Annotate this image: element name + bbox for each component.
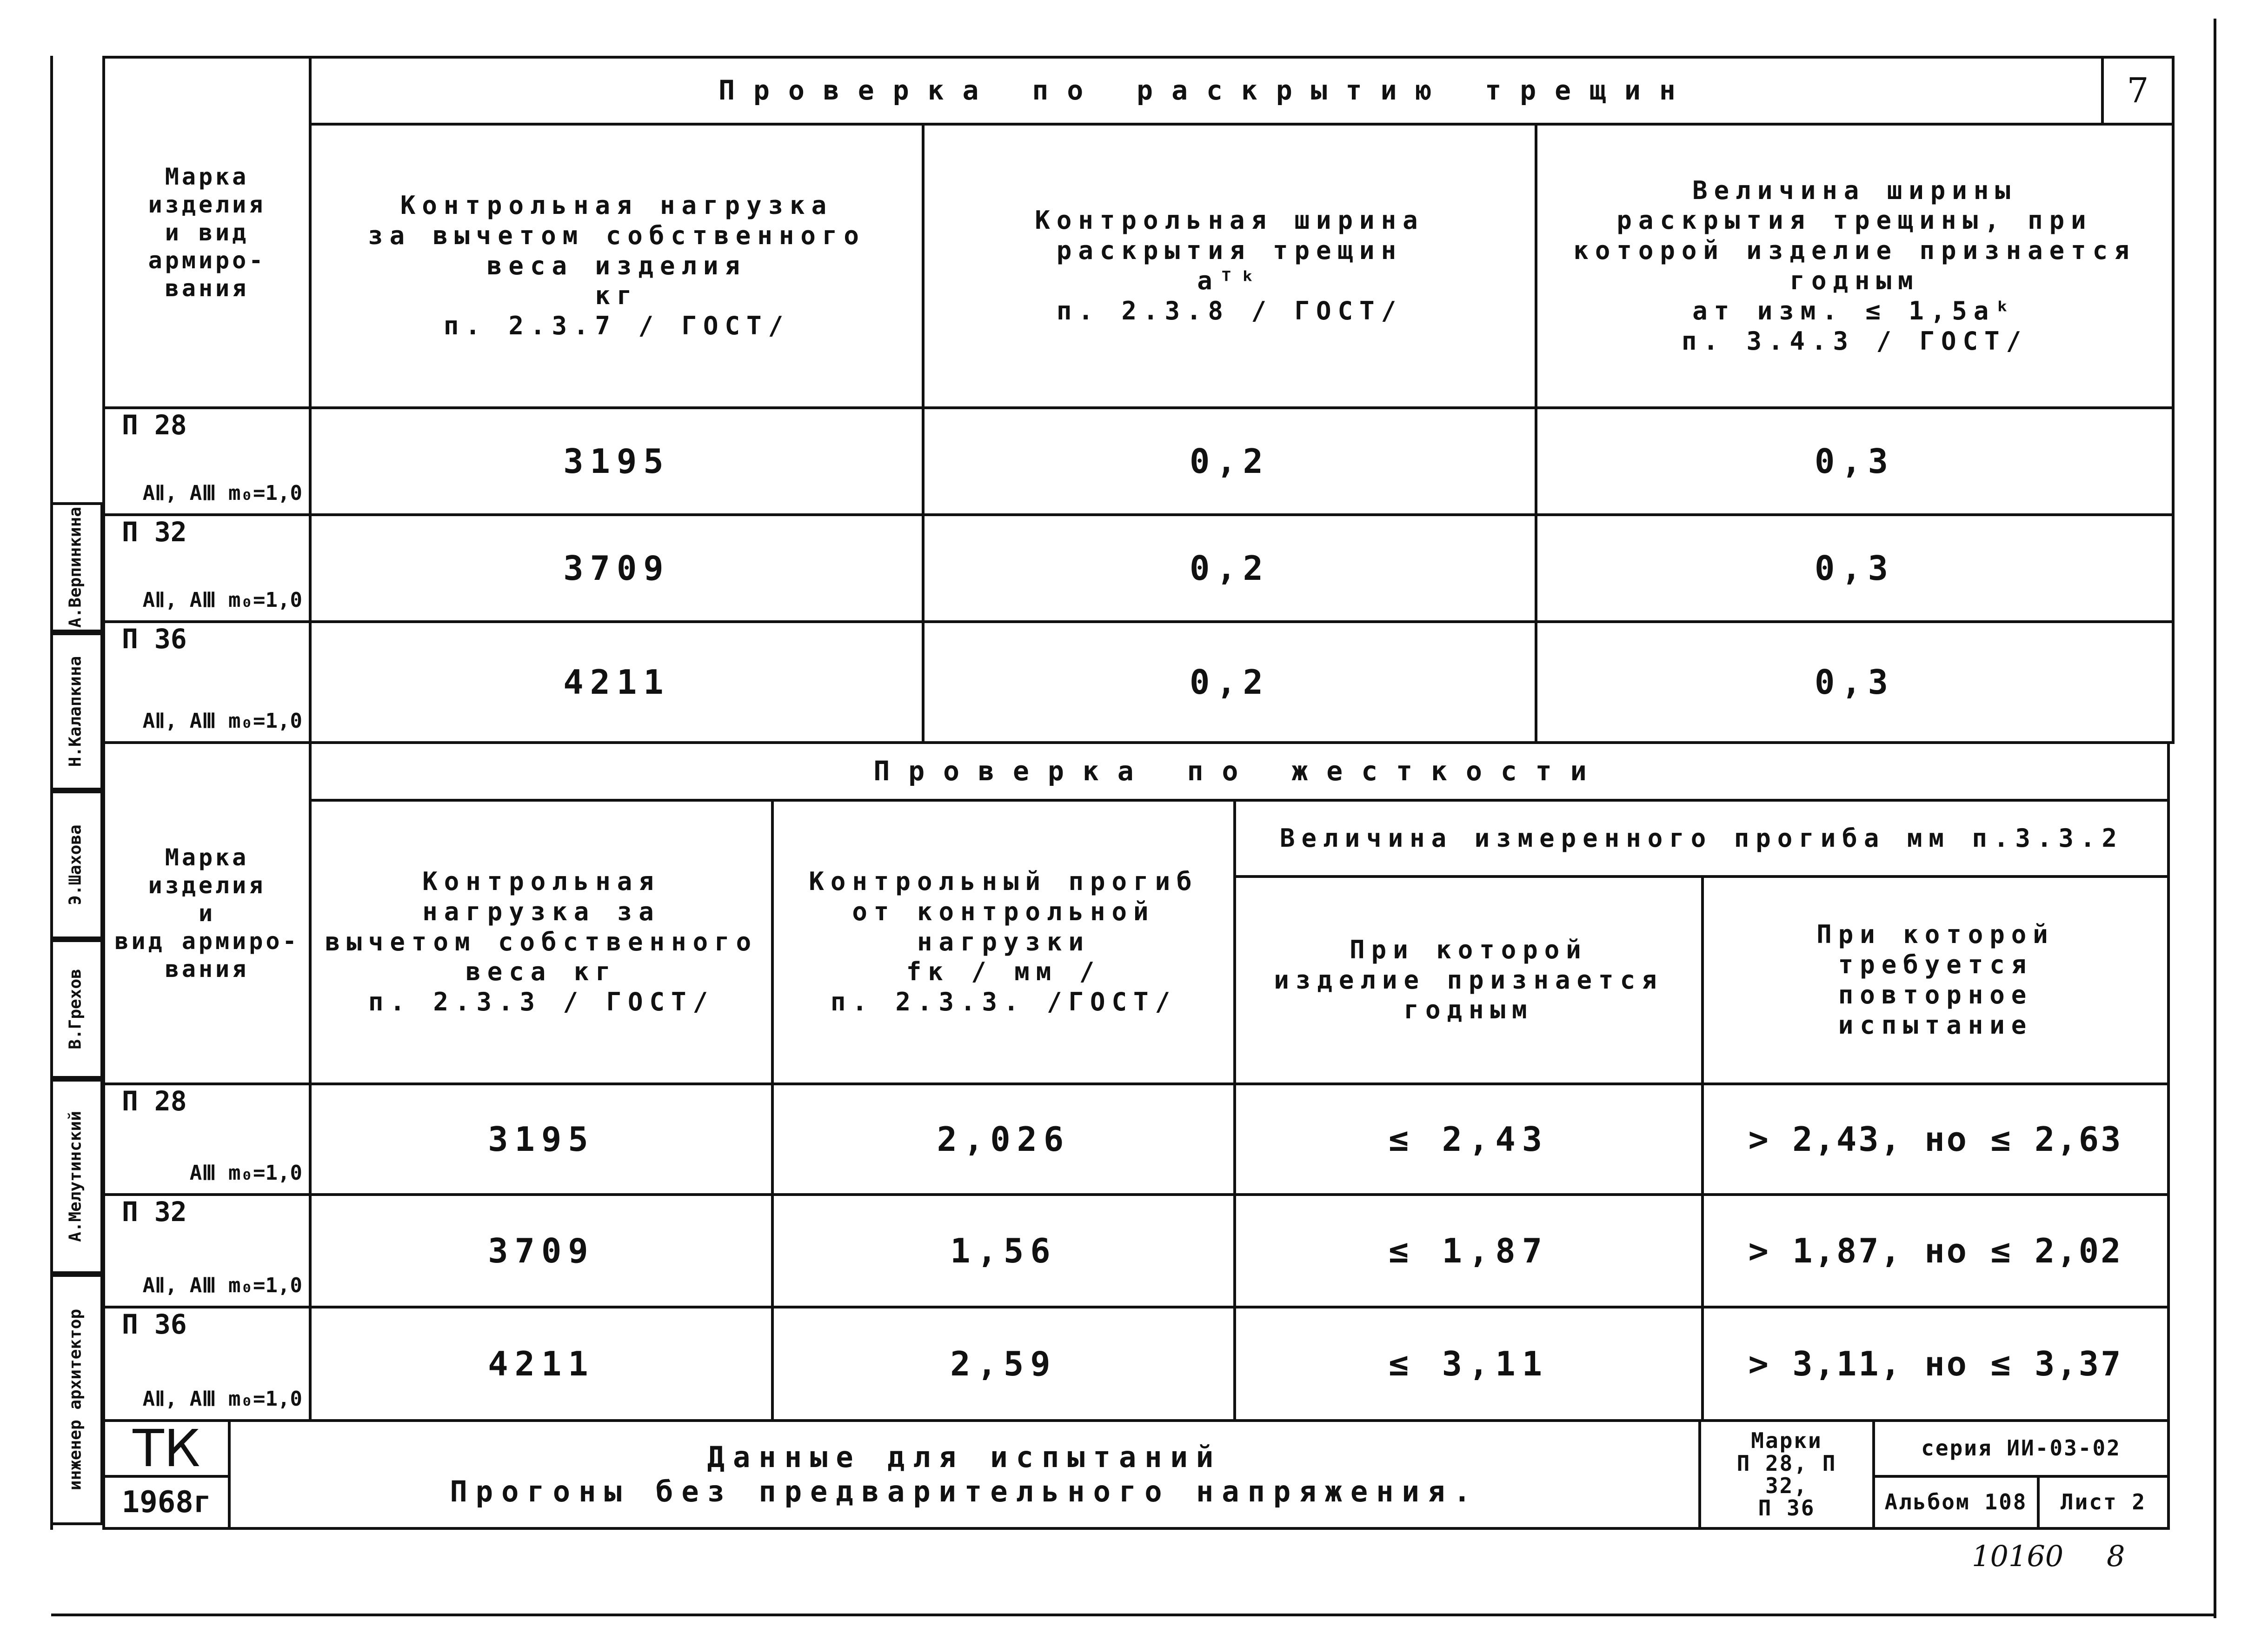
crack-section-title: Проверка по раскрытию трещин (309, 56, 2104, 126)
stiffness-row-deflection: 2,59 (771, 1306, 1236, 1422)
mark-label: П 32 (122, 1196, 187, 1228)
title-line-1: Данные для испытаний (707, 1440, 1222, 1474)
reinforcement-label: АⅢ m₀=1,0 (189, 1161, 302, 1185)
stiffness-row-load: 3709 (309, 1193, 774, 1308)
stiffness-row-mark (102, 1083, 312, 1196)
title-line-2: Прогоны без предварительного напряжения. (450, 1474, 1479, 1508)
sheet-box: Лист 2 (2037, 1475, 2170, 1530)
stamp-name: Н.Калапкина (66, 656, 85, 767)
stamp-name: А.Верпинкина (66, 506, 85, 628)
stamp-strip-6 (50, 1274, 103, 1525)
stiffness-col-measured: Величина измеренного прогиба мм п.3.3.2 (1233, 799, 2170, 878)
crack-col-accept: Величина ширины раскрытия трещины, при которой изделие признается годным aт изм. ≤ 1,5aᵏ п. 3.4.3 / ГОСТ/ (1535, 123, 2175, 409)
mark-label: П 32 (122, 516, 187, 548)
stiffness-row-accept: ≤ 2,43 (1233, 1083, 1704, 1196)
page-number: 8 (2107, 1539, 2125, 1573)
stiffness-row-deflection: 2,026 (771, 1083, 1236, 1196)
stamp-name: В.Грехов (66, 969, 85, 1049)
stiffness-col-deflection: Контрольный прогиб от контрольной нагрузки fк / мм / п. 2.3.3. /ГОСТ/ (771, 799, 1236, 1085)
document-title (228, 1419, 1701, 1530)
sheet-number-box: 7 (2101, 56, 2175, 126)
crack-row-width: 0,2 (922, 406, 1537, 516)
stiffness-col-mark: Марка изделия и вид армиро- вания (102, 741, 312, 1085)
stiffness-row-mark (102, 1306, 312, 1422)
mark-label: П 28 (122, 1085, 187, 1117)
tk-year: 1968г (102, 1475, 231, 1530)
reinforcement-label: АⅡ, АⅢ m₀=1,0 (142, 709, 302, 733)
stiffness-row-retest: > 1,87, но ≤ 2,02 (1701, 1193, 2170, 1308)
stamp-strip-2 (50, 632, 103, 790)
crack-row-load: 4211 (309, 620, 924, 744)
stamp-strip-3 (50, 790, 103, 939)
crack-row-accept: 0,3 (1535, 513, 2175, 623)
stiffness-row-deflection: 1,56 (771, 1193, 1236, 1308)
crack-row-mark (102, 620, 312, 744)
stamp-label: инженер архитектор (66, 1308, 85, 1491)
stiffness-col-load: Контрольная нагрузка за вычетом собственного веса кг п. 2.3.3 / ГОСТ/ (309, 799, 774, 1085)
frame-right-edge (2214, 19, 2216, 1618)
stiffness-row-mark (102, 1193, 312, 1308)
stiffness-row-retest: > 2,43, но ≤ 2,63 (1701, 1083, 2170, 1196)
reinforcement-label: АⅡ, АⅢ m₀=1,0 (142, 588, 302, 612)
tk-label: ТК (102, 1419, 231, 1478)
stiffness-row-load: 3195 (309, 1083, 774, 1196)
frame-bottom-edge (51, 1614, 2216, 1616)
reinforcement-label: АⅡ, АⅢ m₀=1,0 (142, 1274, 302, 1298)
album-box: Альбом 108 (1872, 1475, 2040, 1530)
stamp-name: А.Мелутинский (66, 1111, 85, 1242)
crack-row-mark (102, 406, 312, 516)
crack-row-accept: 0,3 (1535, 406, 2175, 516)
stiffness-section-title: Проверка по жесткости (309, 741, 2170, 802)
reinforcement-label: АⅡ, АⅢ m₀=1,0 (142, 481, 302, 505)
crack-row-mark (102, 513, 312, 623)
crack-col-mark: Марка изделия и вид армиро- вания (102, 56, 312, 409)
stamp-strip-5 (50, 1079, 103, 1274)
crack-row-width: 0,2 (922, 620, 1537, 744)
mark-label: П 28 (122, 409, 187, 441)
marks-box: Марки П 28, П 32, П 36 (1698, 1419, 1875, 1530)
inventory-number: 10160 (1972, 1539, 2064, 1573)
stiffness-col-retest: При которой требуется повторное испытание (1701, 875, 2170, 1085)
crack-col-width: Контрольная ширина раскрытия трещин aᵀᵏ п. 2.3.8 / ГОСТ/ (922, 123, 1537, 409)
stamp-strip-1 (50, 502, 103, 632)
crack-row-width: 0,2 (922, 513, 1537, 623)
stamp-strip-4 (50, 939, 103, 1079)
crack-row-load: 3709 (309, 513, 924, 623)
stiffness-row-retest: > 3,11, но ≤ 3,37 (1701, 1306, 2170, 1422)
crack-row-load: 3195 (309, 406, 924, 516)
crack-row-accept: 0,3 (1535, 620, 2175, 744)
stiffness-row-load: 4211 (309, 1306, 774, 1422)
stiffness-row-accept: ≤ 1,87 (1233, 1193, 1704, 1308)
stamp-name: Э.Шахова (66, 824, 85, 905)
mark-label: П 36 (122, 623, 187, 655)
stiffness-col-accept: При которой изделие признается годным (1233, 875, 1704, 1085)
reinforcement-label: АⅡ, АⅢ m₀=1,0 (142, 1387, 302, 1411)
mark-label: П 36 (122, 1308, 187, 1340)
series-box: серия ИИ-03-02 (1872, 1419, 2170, 1478)
crack-col-load: Контрольная нагрузка за вычетом собственного веса изделия кг п. 2.3.7 / ГОСТ/ (309, 123, 924, 409)
stiffness-row-accept: ≤ 3,11 (1233, 1306, 1704, 1422)
